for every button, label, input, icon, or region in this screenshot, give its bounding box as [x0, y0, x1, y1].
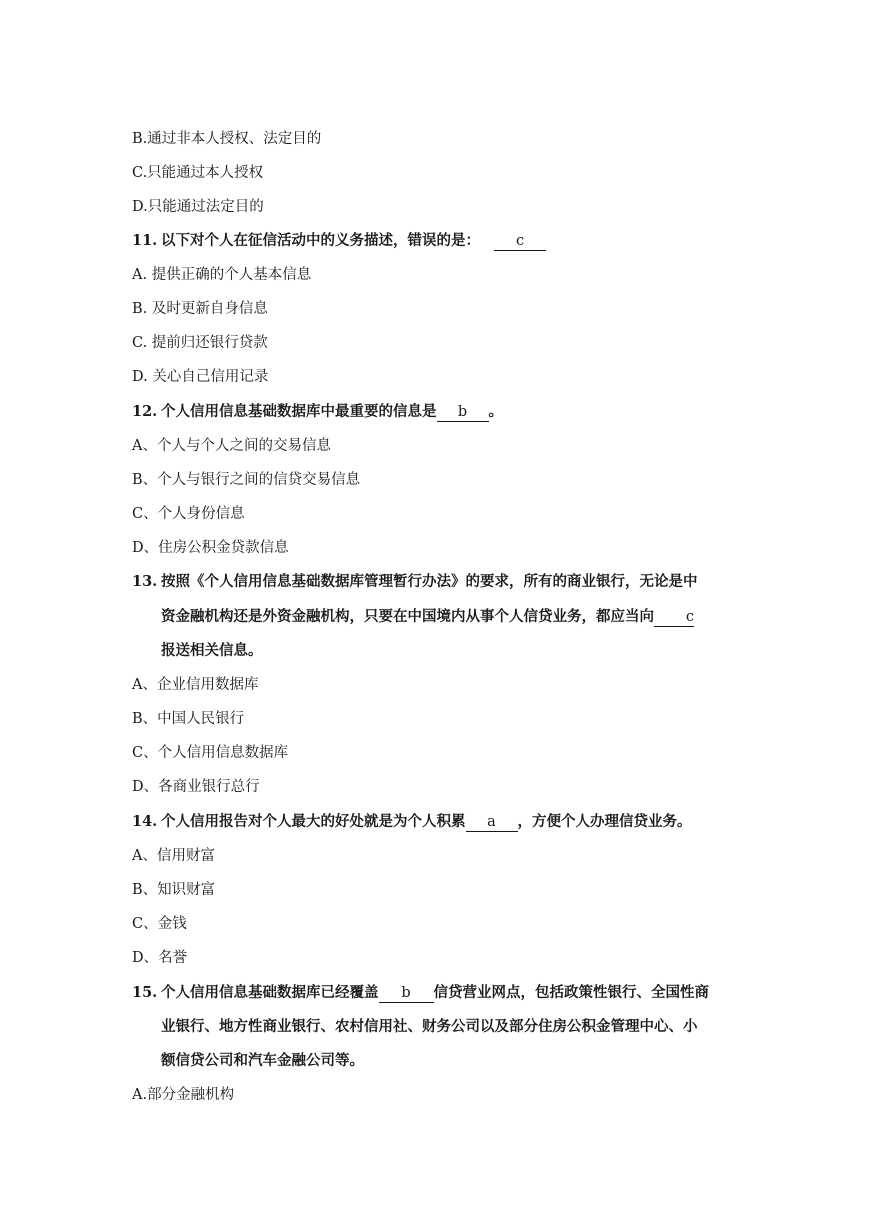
question-15	[132, 983, 709, 1003]
question-15-line-3: 额信贷公司和汽车金融公司等。	[161, 1052, 364, 1069]
question-text: 个人信用报告对个人最大的好处就是为个人积累	[161, 813, 466, 830]
question-text: 以下对个人在征信活动中的义务描述，错误的是：	[161, 232, 480, 249]
question-text: 个人信用信息基础数据库中最重要的信息是	[161, 403, 437, 420]
question-text: 个人信用信息基础数据库已经覆盖	[161, 984, 379, 1001]
question-12	[132, 402, 503, 422]
q12-option-c: C、个人身份信息	[132, 506, 245, 522]
q13-option-d: D、各商业银行总行	[132, 779, 260, 795]
question-text: 按照《个人信用信息基础数据库管理暂行办法》的要求，所有的商业银行，无论是中	[161, 573, 698, 590]
answer-blank: b	[437, 404, 489, 422]
question-15-line-2: 业银行、地方性商业银行、农村信用社、财务公司以及部分住房公积金管理中心、小	[161, 1018, 698, 1035]
q11-option-b: B. 及时更新自身信息	[132, 301, 268, 317]
q11-option-d: D. 关心自己信用记录	[132, 369, 269, 385]
q12-option-a: A、个人与个人之间的交易信息	[132, 438, 331, 454]
question-13-line-3: 报送相关信息。	[161, 642, 263, 659]
q10-option-d: D.只能通过法定目的	[132, 199, 264, 215]
answer-blank: b	[379, 985, 434, 1003]
q14-option-c: C、金钱	[132, 916, 187, 932]
question-number: 12.	[132, 403, 158, 420]
q15-option-a: A.部分金融机构	[132, 1087, 235, 1103]
question-text-after: ，方便个人办理信贷业务。	[517, 813, 692, 830]
q13-option-a: A、企业信用数据库	[132, 677, 259, 693]
q10-option-c: C.只能通过本人授权	[132, 165, 264, 181]
q11-option-a: A. 提供正确的个人基本信息	[132, 267, 312, 283]
question-text: 资金融机构还是外资金融机构，只要在中国境内从事个人信贷业务，都应当向	[161, 608, 654, 625]
question-text-after: 信贷营业网点，包括政策性银行、全国性商	[433, 984, 709, 1001]
q13-option-b: B、中国人民银行	[132, 711, 245, 727]
question-13-line-2	[161, 607, 694, 627]
question-number: 14.	[132, 813, 158, 830]
question-11	[132, 231, 546, 251]
q14-option-d: D、名誉	[132, 950, 188, 966]
question-text-after: 。	[488, 403, 503, 420]
q12-option-b: B、个人与银行之间的信贷交易信息	[132, 472, 361, 488]
q12-option-d: D、住房公积金贷款信息	[132, 540, 289, 556]
question-number: 11.	[132, 232, 158, 249]
question-number: 15.	[132, 984, 158, 1001]
question-14	[132, 812, 692, 832]
q11-option-c: C. 提前归还银行贷款	[132, 335, 268, 351]
answer-blank: c	[494, 233, 546, 251]
q13-option-c: C、个人信用信息数据库	[132, 745, 289, 761]
q14-option-b: B、知识财富	[132, 882, 216, 898]
q14-option-a: A、信用财富	[132, 848, 215, 864]
question-13	[132, 572, 698, 592]
answer-blank: a	[466, 814, 518, 832]
answer-blank: c	[654, 609, 694, 627]
question-number: 13.	[132, 573, 158, 590]
q10-option-b: B.通过非本人授权、法定目的	[132, 131, 322, 147]
